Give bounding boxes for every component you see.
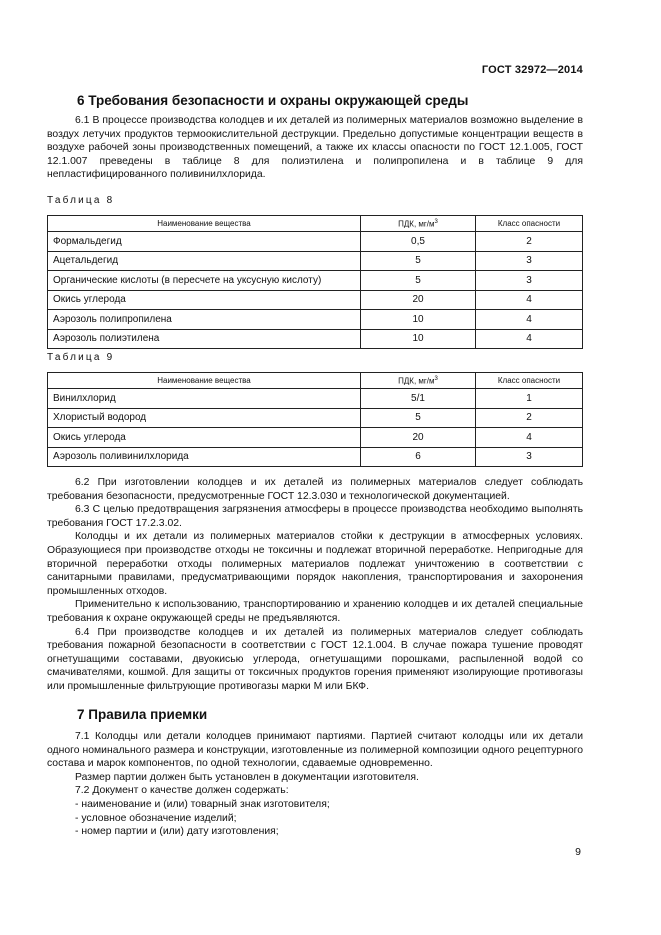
table-row (48, 428, 583, 448)
table-cell: Винилхлорид (48, 389, 361, 409)
header-code: ГОСТ 32972—2014 (481, 64, 583, 76)
table-cell: 5 (361, 251, 476, 271)
table-cell: Хлористый водород (48, 408, 361, 428)
table-cell: Окись углерода (48, 290, 361, 310)
table-header-cell (361, 216, 476, 232)
table-cell: 0,5 (361, 232, 476, 252)
table-cell: 20 (361, 290, 476, 310)
paragraph-7-1-size: Размер партии должен быть установлен в документации изготовителя. (75, 771, 419, 783)
table-cell: Аэрозоль полиэтилена (48, 329, 361, 349)
table-cell: 20 (361, 428, 476, 448)
table-cell: Органические кислоты (в пересчете на уксусную кислоту) (48, 271, 361, 291)
table-cell: Окись углерода (48, 428, 361, 448)
table-cell: 4 (476, 428, 583, 448)
table-row (48, 232, 583, 252)
table-9 (47, 372, 583, 467)
table-cell: 6 (361, 447, 476, 467)
list-item: - наименование и (или) товарный знак изготовителя; (75, 798, 330, 810)
table-row (48, 310, 583, 330)
table-header-row (48, 216, 583, 232)
table-row (48, 329, 583, 349)
list-item: - условное обозначение изделий; (75, 812, 237, 824)
paragraph-6-2: 6.2 При изготовлении колодцев и их деталей из полимерных материалов следует соблюдать требования безопасности, предусмотренные ГОСТ 12.3.030 и технологической документацией. (47, 477, 583, 502)
page-number: 9 (575, 846, 581, 858)
table-cell: 4 (476, 290, 583, 310)
header-superscript: 3 (434, 375, 438, 382)
table-cell: 4 (476, 329, 583, 349)
table-row (48, 251, 583, 271)
header-text: ПДК, мг/м (398, 376, 435, 386)
table-8 (47, 215, 583, 349)
table-cell: 10 (361, 310, 476, 330)
table-9-caption: Таблица 9 (47, 352, 115, 363)
table-8-caption: Таблица 8 (47, 195, 115, 206)
table-row (48, 271, 583, 291)
table-cell: 3 (476, 271, 583, 291)
table-cell: 5 (361, 408, 476, 428)
paragraph-6-3-waste: Колодцы и их детали из полимерных материалов стойки к деструкции в атмосферных условиях. Образующиеся при производстве отходы не токсичны и подлежат вторичной переработке. Непригодные для вторичной переработки отходы полимерных материалов подлежат уничтожению в соответствии с санитарными правилами, предусматривающими порядок накопления, транспортирования и захоронения промышленных отходов. (47, 531, 583, 597)
table-row (48, 290, 583, 310)
table-row (48, 389, 583, 409)
table-cell: Формальдегид (48, 232, 361, 252)
table-cell: 1 (476, 389, 583, 409)
table-cell: 10 (361, 329, 476, 349)
paragraph-7-2: 7.2 Документ о качестве должен содержать: (75, 785, 289, 797)
paragraph-7-1: 7.1 Колодцы или детали колодцев принимают партиями. Партией считают колодцы или их детали одного номинального размера и конструкции, изготовленные из полимерной композиции одного рецептурного состава и марок компонентов, по одной технологии, сдаваемые одновременно. (47, 731, 583, 770)
section-6-body (47, 476, 583, 694)
table-cell: 5 (361, 271, 476, 291)
header-superscript: 3 (434, 218, 438, 225)
table-cell: 4 (476, 310, 583, 330)
section-6-title: 6 Требования безопасности и охраны окружающей среды (77, 93, 469, 108)
list-item: - номер партии и (или) дату изготовления; (75, 826, 279, 838)
paragraph-6-1: 6.1 В процессе производства колодцев и их деталей из полимерных материалов возможно выделение в воздух летучих продуктов термоокислительной деструкции. Предельно допустимые концентрации веществ в воздухе рабочей зоны производственных помещений, а также их классы опасности по ГОСТ 12.1.005, ГОСТ 12.1.007 преведены в таблице 8 для полиэтилена и полипропилена и в таблице 9 для непластифицированного поливинилхлорида. (47, 115, 583, 181)
table-header-cell (361, 373, 476, 389)
section-7-title: 7 Правила приемки (77, 707, 208, 722)
table-header-cell: Наименование вещества (48, 216, 361, 232)
table-header-cell: Наименование вещества (48, 373, 361, 389)
table-cell: Аэрозоль полипропилена (48, 310, 361, 330)
table-header-row (48, 373, 583, 389)
table-cell: 2 (476, 232, 583, 252)
paragraph-6-3: 6.3 С целью предотвращения загрязнения атмосферы в процессе производства необходимо выполнять требования ГОСТ 17.2.3.02. (47, 504, 583, 529)
paragraph-6-4: 6.4 При производстве колодцев и их деталей из полимерных материалов следует соблюдать требования пожарной безопасности в соответствии с ГОСТ 12.1.004. В случае пожара тушение проводят огнетушащими составами, двуокисью углерода, огнетушащими порошками, распыленной водой со смачивателями, кошмой. Для защиты от токсичных продуктов горения применяют изолирующие противогазы или промышленные фильтрующие противогазы марки М или БКФ. (47, 626, 583, 692)
table-cell: 2 (476, 408, 583, 428)
table-cell: 5/1 (361, 389, 476, 409)
paragraph-6-3-env: Применительно к использованию, транспортированию и хранению колодцев и их деталей специальные требования к охране окружающей среды не предъявляются. (47, 599, 583, 624)
header-text: ПДК, мг/м (398, 219, 435, 229)
table-row (48, 447, 583, 467)
section-6-intro (47, 114, 583, 182)
table-cell: 3 (476, 447, 583, 467)
section-7-body (47, 730, 583, 839)
table-cell: 3 (476, 251, 583, 271)
table-cell: Ацетальдегид (48, 251, 361, 271)
table-header-cell: Класс опасности (476, 373, 583, 389)
table-cell: Аэрозоль поливинилхлорида (48, 447, 361, 467)
table-header-cell: Класс опасности (476, 216, 583, 232)
table-row (48, 408, 583, 428)
